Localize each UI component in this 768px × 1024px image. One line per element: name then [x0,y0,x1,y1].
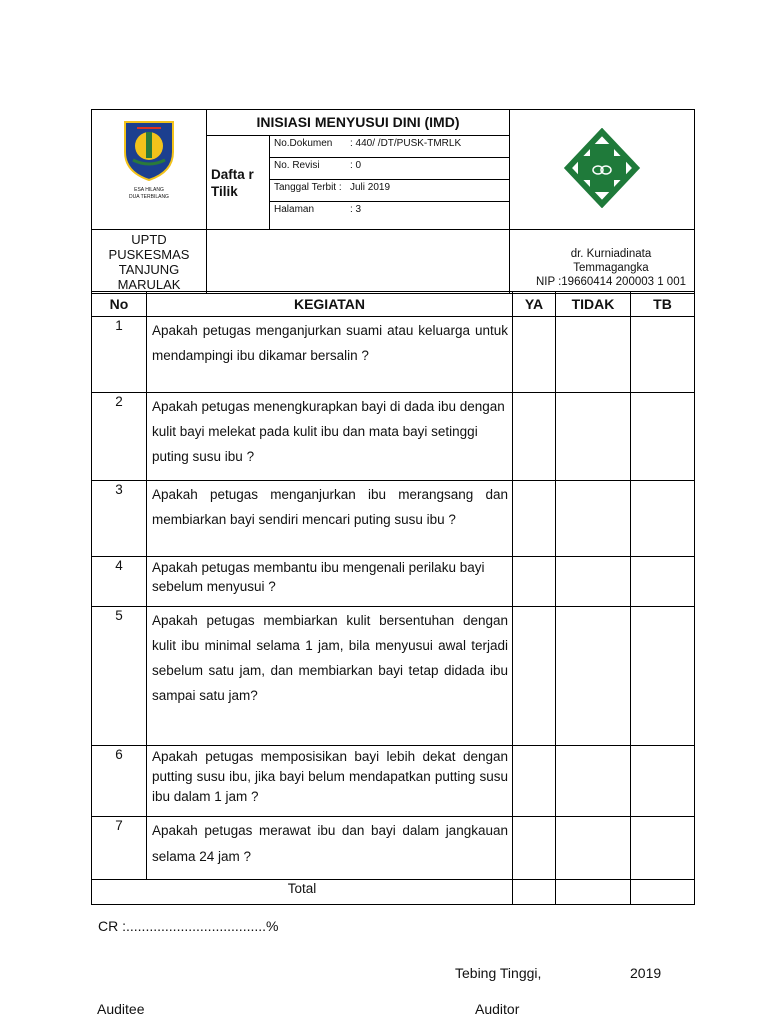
total-ya[interactable] [513,880,556,905]
region-emblem-icon [119,118,179,182]
checkbox-tb[interactable] [631,607,695,746]
table-row [92,481,695,557]
empty-cell [207,230,510,294]
checkbox-tidak[interactable] [556,746,631,817]
col-header-tidak: TIDAK [556,292,631,317]
total-label: Total [92,880,513,905]
row-kegiatan: Apakah petugas merawat ibu dan bayi dalam jangkauan selama 24 jam ? [147,817,513,880]
meta-row [270,136,509,157]
row-kegiatan: Apakah petugas membantu ibu mengenali perilaku bayi sebelum menyusui ? [147,557,513,607]
checkbox-tidak[interactable] [556,817,631,880]
col-header-kegiatan: KEGIATAN [147,292,513,317]
table-row [92,557,695,607]
signer-nip: NIP :19660414 200003 1 001 [535,276,686,288]
table-row [92,817,695,880]
title-block [207,110,510,230]
total-tidak[interactable] [556,880,631,905]
auditor-label: Auditor [475,1001,520,1017]
table-row [92,393,695,481]
meta-key: Halaman [274,204,315,215]
page-title: INISIASI MENYUSUI DINI (IMD) [207,110,509,136]
health-logo-cell [510,110,695,230]
col-header-tb: TB [631,292,695,317]
checkbox-tb[interactable] [631,557,695,607]
checkbox-tidak[interactable] [556,317,631,393]
logo-caption-line: ESA HILANG [134,187,164,193]
meta-row [270,179,509,201]
meta-key: No.Dokumen [274,138,333,149]
checkbox-ya[interactable] [513,481,556,557]
meta-row [270,157,509,179]
row-number: 2 [92,393,147,481]
region-logo-cell [92,110,207,230]
row-number: 6 [92,746,147,817]
doc-type-label: Dafta r Tilik [211,166,254,199]
table-row [92,317,695,393]
meta-value: Juli 2019 [350,182,391,193]
checkbox-tidak[interactable] [556,557,631,607]
signer-name: dr. Kurniadinata [570,248,652,260]
cr-line: CR :....................................% [98,918,279,934]
meta-value: : 0 [350,160,362,171]
checkbox-tidak[interactable] [556,393,631,481]
checkbox-tidak[interactable] [556,481,631,557]
signer-cell [510,230,695,294]
col-header-ya: YA [513,292,556,317]
meta-value: : 440/ /DT/PUSK-TMRLK [350,138,462,149]
checkbox-tb[interactable] [631,393,695,481]
checkbox-ya[interactable] [513,557,556,607]
total-tb[interactable] [631,880,695,905]
row-kegiatan: Apakah petugas menganjurkan ibu merangsang dan membiarkan bayi sendiri mencari puting susu ibu ? [147,481,513,557]
org-name: UPTD PUSKESMAS TANJUNG MARULAK [108,231,190,292]
row-kegiatan: Apakah petugas menganjurkan suami atau keluarga untuk mendampingi ibu dikamar bersalin ? [147,317,513,393]
meta-key: Tanggal Terbit : [274,182,342,193]
checkbox-ya[interactable] [513,393,556,481]
row-kegiatan: Apakah petugas memposisikan bayi lebih dekat dengan putting susu ibu, jika bayi belum mendapatkan putting susu ibu dalam 1 jam ? [147,746,513,817]
meta-key: No. Revisi [274,160,320,171]
meta-row [270,201,509,230]
checkbox-ya[interactable] [513,317,556,393]
checklist-table [91,291,695,905]
row-number: 7 [92,817,147,880]
row-kegiatan: Apakah petugas menengkurapkan bayi di dada ibu dengan kulit bayi melekat pada kulit ibu dan mata bayi setinggi puting susu ibu ? [147,393,513,481]
place-label: Tebing Tinggi, [455,965,542,981]
row-kegiatan: Apakah petugas membiarkan kulit bersentuhan dengan kulit ibu minimal selama 1 jam, bila menyusui awal terjadi sebelum satu jam, dan membiarkan bayi tetap didada ibu sampai satu jam? [147,607,513,746]
year-label: 2019 [630,965,662,981]
auditee-label: Auditee [97,1001,145,1017]
puskesmas-logo-icon [562,128,642,208]
col-header-no: No [92,292,147,317]
checkbox-ya[interactable] [513,746,556,817]
checkbox-ya[interactable] [513,607,556,746]
row-number: 1 [92,317,147,393]
row-number: 3 [92,481,147,557]
table-row [92,746,695,817]
logo-caption-line: DUA TERBILANG [129,194,169,200]
checkbox-tidak[interactable] [556,607,631,746]
checkbox-tb[interactable] [631,317,695,393]
checkbox-tb[interactable] [631,817,695,880]
checkbox-tb[interactable] [631,481,695,557]
signer-name-2: Temmagangka [573,262,649,274]
checkbox-ya[interactable] [513,817,556,880]
meta-value: : 3 [350,204,362,215]
document-header [91,109,695,294]
row-number: 4 [92,557,147,607]
total-row [92,880,695,905]
checkbox-tb[interactable] [631,746,695,817]
row-number: 5 [92,607,147,746]
org-name-cell [92,230,207,294]
table-row [92,607,695,746]
